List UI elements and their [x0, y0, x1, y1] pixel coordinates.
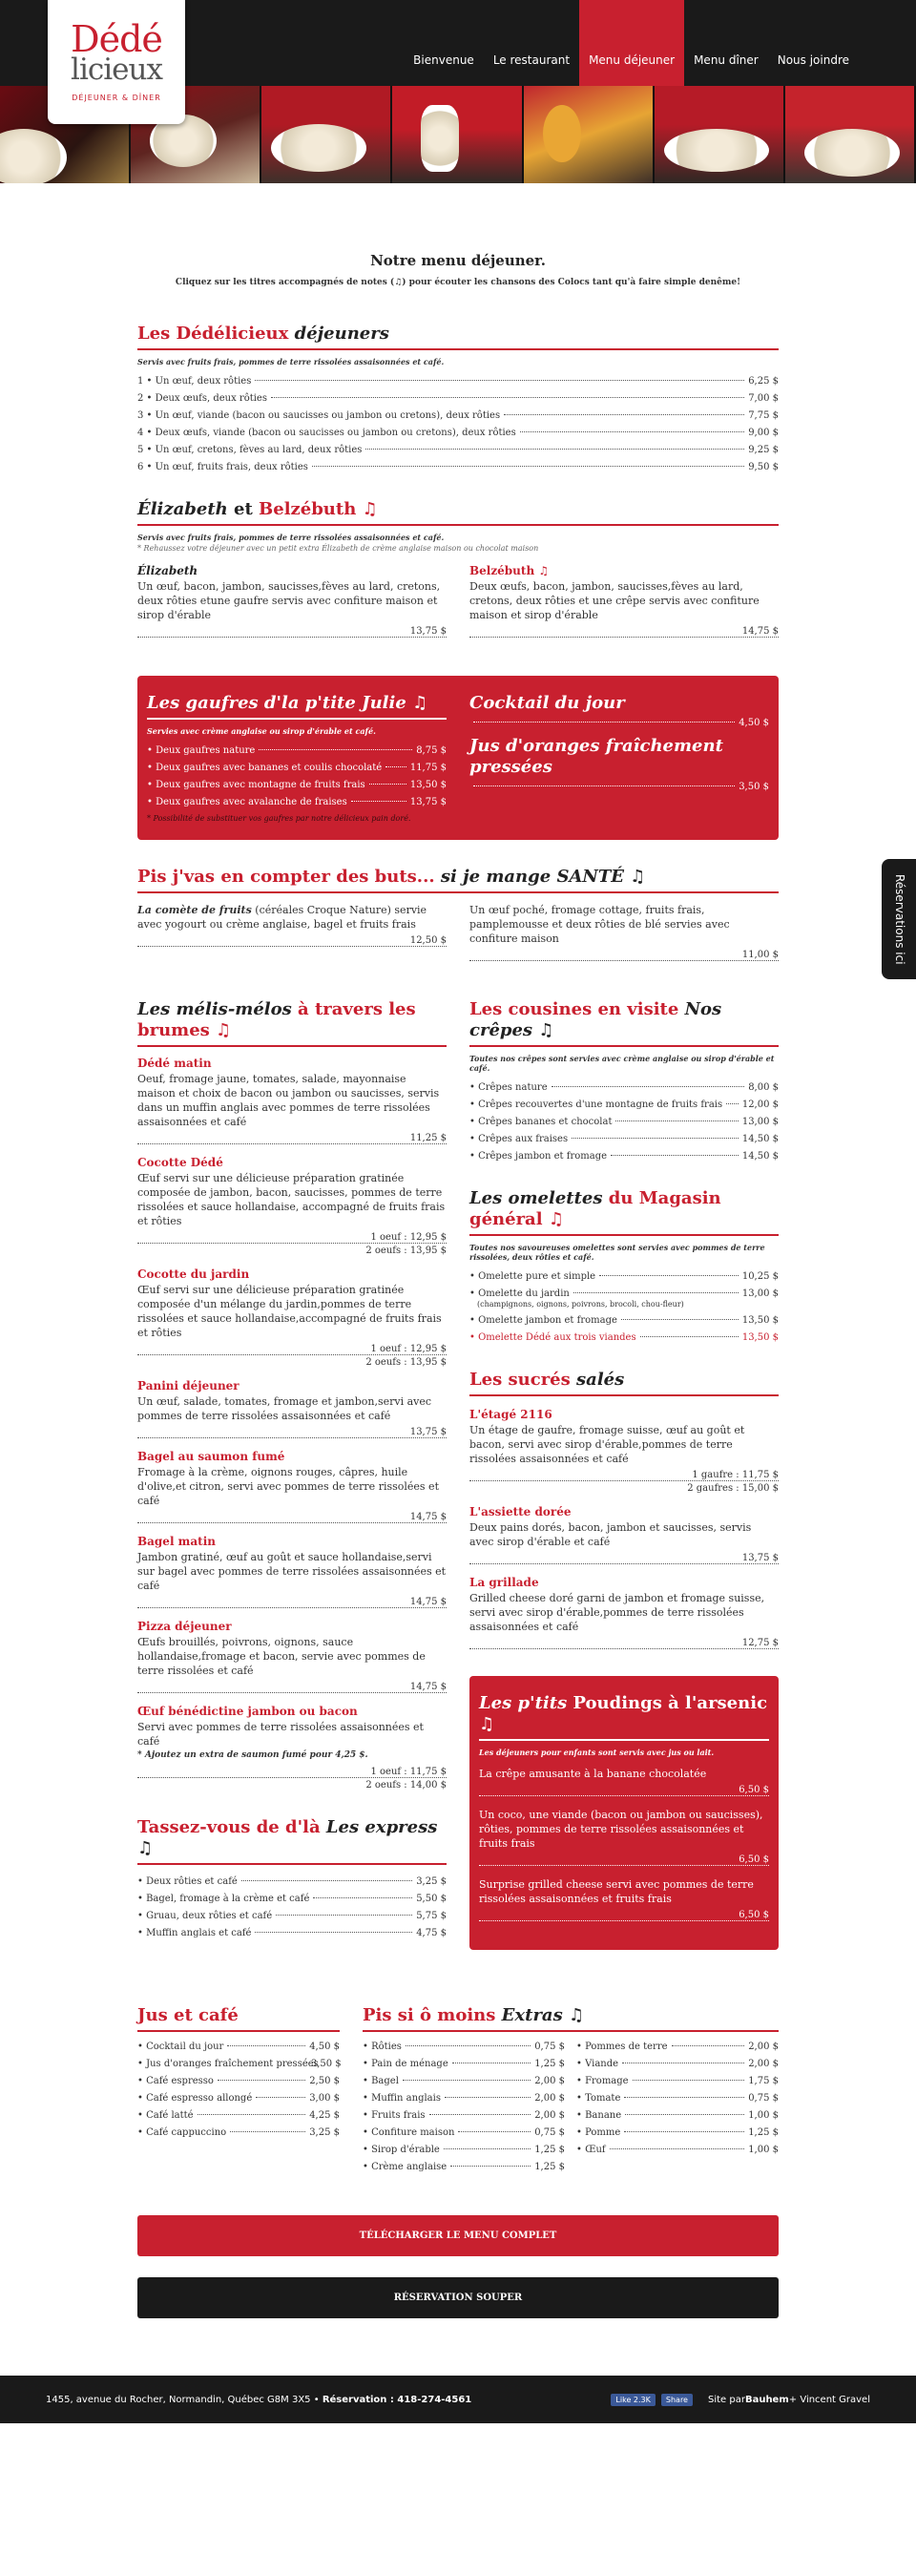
- footer-credit-suffix: + Vincent Gravel: [788, 2394, 870, 2405]
- section-title[interactable]: Les omelettes du Magasin général ♫: [469, 1188, 779, 1236]
- price-row: [576, 2076, 779, 2086]
- item-desc-extra: * Ajoutez un extra de saumon fumé pour 4,25 $.: [137, 1750, 368, 1760]
- price-row: [137, 462, 779, 472]
- item-name: Élizabeth: [137, 564, 198, 577]
- facebook-like-button[interactable]: Like 2.3K: [611, 2394, 655, 2406]
- item-desc: Fromage à la crème, oignons rouges, câpres, huile d'olive,et citron, servi avec pommes de terre rissolées et café: [137, 1466, 439, 1507]
- price-list: [363, 2042, 565, 2179]
- item-price: 6,50 $: [479, 1906, 769, 1921]
- reservation-button[interactable]: RÉSERVATION SOUPER: [137, 2277, 779, 2318]
- item-price: 0,75 $: [534, 2127, 565, 2138]
- section-sucres: [469, 1370, 779, 1649]
- menu-item: [469, 564, 779, 638]
- section-melos: [137, 999, 447, 1791]
- price-row: [469, 1271, 779, 1282]
- price-row: [363, 2145, 565, 2155]
- price-row: [576, 2127, 779, 2138]
- price-row: [137, 2059, 340, 2069]
- menu-item: [137, 1057, 447, 1144]
- item-label: • Crème anglaise: [363, 2162, 448, 2172]
- item-label: • Pain de ménage: [363, 2059, 448, 2069]
- reservation-tab[interactable]: Réservations ici: [882, 859, 916, 979]
- price-row: [147, 780, 447, 790]
- item-price: 6,25 $: [748, 376, 779, 387]
- item-price: 1 oeuf : 12,95 $: [137, 1340, 447, 1355]
- item-price: 13,75 $: [469, 1549, 779, 1564]
- section-note: Servies avec crème anglaise ou sirop d'érable et café.: [147, 726, 376, 736]
- item-price: 12,75 $: [469, 1634, 779, 1649]
- price-row: [137, 376, 779, 387]
- item-desc: Servi avec pommes de terre rissolées assaisonnées et café: [137, 1721, 424, 1748]
- item-price: 3,50 $: [739, 782, 769, 792]
- section-crepes: [469, 999, 779, 1162]
- item-price: 1,00 $: [748, 2145, 779, 2155]
- item-price: 1 gaufre : 11,75 $: [469, 1466, 779, 1481]
- nav-bienvenue[interactable]: Bienvenue: [413, 53, 474, 67]
- item-label: • Gruau, deux rôties et café: [137, 1911, 273, 1921]
- item-desc: Grilled cheese doré garni de jambon et fromage suisse, servi avec sirop d'érable,pommes de terre rissolées assaisonnées et café: [469, 1592, 765, 1633]
- section-note: Servis avec fruits frais, pommes de terre rissolées assaisonnées et café.: [137, 357, 445, 367]
- item-price-2: 2 oeufs : 13,95 $: [365, 1246, 447, 1256]
- item-price: 1 oeuf : 11,75 $: [137, 1763, 447, 1778]
- menu-item: [137, 1156, 447, 1256]
- item-label: • Crêpes aux fraises: [469, 1134, 569, 1144]
- facebook-share-button[interactable]: Share: [661, 2394, 693, 2406]
- footer-address: 1455, avenue du Rocher, Normandin, Québec G8M 3X5 •: [46, 2394, 323, 2405]
- item-price: 0,75 $: [534, 2042, 565, 2052]
- item-price: 12,50 $: [137, 932, 447, 947]
- item-price: 1,25 $: [534, 2145, 565, 2155]
- item-label: • Omelette pure et simple: [469, 1271, 596, 1282]
- item-label: • Pomme: [576, 2127, 621, 2138]
- menu-item: [137, 1535, 447, 1608]
- menu-content: [137, 183, 779, 2318]
- item-price: 1,25 $: [748, 2127, 779, 2138]
- banner-photo: [785, 86, 916, 183]
- item-desc: Surprise grilled cheese servi avec pommes de terre rissolées assaisonnées et fruits frais: [479, 1878, 754, 1905]
- price-list: [576, 2042, 779, 2179]
- item-label: • Deux gaufres nature: [147, 745, 256, 756]
- item-price: 13,75 $: [137, 1423, 447, 1438]
- item-name: L'assiette dorée: [469, 1505, 572, 1518]
- section-title: Jus et café: [137, 2005, 340, 2032]
- price-row: [469, 1100, 779, 1110]
- item-label: 3 • Un œuf, viande (bacon ou saucisses ou jambon ou cretons), deux rôties: [137, 410, 501, 421]
- item-price: 13,00 $: [741, 1117, 779, 1127]
- item-label: 2 • Deux œufs, deux rôties: [137, 393, 267, 404]
- menu-item: [479, 1767, 769, 1796]
- section-note-extra: * Rehaussez votre déjeuner avec un petit extra Élizabeth de crème anglaise maison ou chocolat maison: [137, 544, 539, 553]
- price-row: [137, 2076, 340, 2086]
- price-row: [147, 745, 447, 756]
- item-price: 4,50 $: [739, 718, 769, 728]
- section-elizabeth: [137, 499, 779, 649]
- menu-item: [479, 1808, 769, 1866]
- item-desc: Œuf servi sur une délicieuse préparation gratinée composée d'un mélange du jardin,pommes de terre rissolées et sauce hollandaise,accompagné de fruits frais et rôties: [137, 1284, 442, 1339]
- gaufres-cocktail-box: [137, 676, 779, 840]
- price-row: [576, 2093, 779, 2104]
- item-label: 5 • Un œuf, cretons, fèves au lard, deux rôties: [137, 445, 363, 455]
- item-price: 1 oeuf : 12,95 $: [137, 1228, 447, 1244]
- item-price: 9,25 $: [748, 445, 779, 455]
- banner-photo: [524, 86, 655, 183]
- item-label: • Crêpes recouvertes d'une montagne de fruits frais: [469, 1100, 723, 1110]
- site-footer: [0, 2376, 916, 2423]
- footer-credit: Site par: [707, 2394, 745, 2405]
- logo-line2: licieux: [71, 52, 162, 87]
- price-row: [137, 428, 779, 438]
- item-price: 11,00 $: [469, 946, 779, 961]
- price-list: [147, 745, 447, 807]
- item-desc: Jambon gratiné, œuf au goût et sauce hollandaise,servi sur bagel avec pommes de terre rissolées assaisonnées et café: [137, 1551, 447, 1592]
- item-label: • Viande: [576, 2059, 619, 2069]
- section-title[interactable]: Les p'tits Poudings à l'arsenic ♫: [479, 1693, 769, 1741]
- section-title: Les Dédélicieux déjeuners: [137, 324, 779, 350]
- item-price: 3,00 $: [309, 2093, 340, 2104]
- section-title: Cocktail du jour: [469, 693, 625, 713]
- item-price: 8,00 $: [748, 1082, 779, 1093]
- item-name: Dédé matin: [137, 1057, 212, 1070]
- item-price: 10,25 $: [741, 1271, 779, 1282]
- price-row: [137, 1911, 447, 1921]
- item-label: 6 • Un œuf, fruits frais, deux rôties: [137, 462, 308, 472]
- nav-menu-diner[interactable]: Menu dîner: [694, 53, 759, 67]
- item-label: • Crêpes jambon et fromage: [469, 1151, 608, 1162]
- item-price: 14,50 $: [741, 1134, 779, 1144]
- item-label: • Café espresso: [137, 2076, 214, 2086]
- item-price: 7,00 $: [748, 393, 779, 404]
- page-subtitle: Cliquez sur les titres accompagnés de notes (♫) pour écouter les chansons des Colocs tant qu'à faire simple denême!: [175, 278, 741, 287]
- item-label: • Omelette du jardin: [469, 1288, 570, 1299]
- item-desc: Un œuf poché, fromage cottage, fruits frais, pamplemousse et deux rôties de blé servies avec confiture maison: [469, 904, 730, 945]
- price-row: [147, 763, 447, 773]
- price-row: [576, 2059, 779, 2069]
- item-price: 14,75 $: [137, 1678, 447, 1693]
- item-price: 3,50 $: [310, 2059, 342, 2069]
- item-price: 13,50 $: [741, 1332, 779, 1343]
- logo[interactable]: [48, 0, 185, 124]
- section-title: Jus d'oranges fraîchement pressées: [469, 736, 723, 777]
- price-row: [137, 1894, 447, 1904]
- section-note: Toutes nos crêpes sont servies avec crème anglaise ou sirop d'érable et café.: [469, 1054, 775, 1073]
- item-label: • Muffin anglais: [363, 2093, 441, 2104]
- price-row: [137, 1928, 447, 1938]
- download-menu-button[interactable]: TÉLÉCHARGER LE MENU COMPLET: [137, 2215, 779, 2256]
- item-name[interactable]: Belzébuth ♫: [469, 564, 550, 577]
- two-column-menu: [137, 999, 779, 1977]
- item-price: 9,50 $: [748, 462, 779, 472]
- item-price: 6,50 $: [479, 1851, 769, 1866]
- price-row: [363, 2127, 565, 2138]
- section-note: Toutes nos savoureuses omelettes sont servies avec pommes de terre rissolées, deux rôties et café.: [469, 1243, 765, 1262]
- item-label: • Deux gaufres avec avalanche de fraises: [147, 797, 347, 807]
- section-poudings: [469, 1676, 779, 1950]
- price-row: [137, 410, 779, 421]
- price-row: [137, 445, 779, 455]
- item-price: 3,25 $: [416, 1876, 447, 1887]
- item-price: 1,25 $: [534, 2059, 565, 2069]
- menu-item: [137, 1620, 447, 1693]
- item-price: 2,00 $: [534, 2093, 565, 2104]
- item-name: Cocotte du jardin: [137, 1267, 250, 1281]
- price-row: [469, 1117, 779, 1127]
- price-row: [469, 1151, 779, 1162]
- page-title: Notre menu déjeuner.: [370, 252, 546, 269]
- item-price: 11,75 $: [409, 763, 447, 773]
- item-label: • Muffin anglais et café: [137, 1928, 252, 1938]
- item-name: Cocotte Dédé: [137, 1156, 223, 1169]
- item-name: Panini déjeuner: [137, 1379, 239, 1393]
- price-row: [137, 1876, 447, 1887]
- section-omelettes: [469, 1188, 779, 1343]
- item-price: 3,25 $: [309, 2127, 340, 2138]
- price-list: [137, 376, 779, 472]
- item-name: Œuf bénédictine jambon ou bacon: [137, 1705, 358, 1718]
- item-label: • Sirop d'érable: [363, 2145, 440, 2155]
- menu-item: [479, 1877, 769, 1921]
- section-title[interactable]: Pis si ô moins Extras ♫: [363, 2005, 779, 2032]
- item-desc: Deux œufs, bacon, jambon, saucisses,fèves au lard, cretons, deux rôties et une crêpe servis avec confiture maison et sirop d'érable: [469, 580, 760, 621]
- item-label: • Banane: [576, 2110, 622, 2121]
- price-row: [363, 2042, 565, 2052]
- item-label: • Pommes de terre: [576, 2042, 668, 2052]
- item-price: 7,75 $: [748, 410, 779, 421]
- item-price: 4,25 $: [309, 2110, 340, 2121]
- price-row: [576, 2145, 779, 2155]
- item-desc: Oeuf, fromage jaune, tomates, salade, mayonnaise maison et choix de bacon ou jambon ou saucisses, servis dans un muffin anglais avec pommes de terre rissolées assaisonnées et café: [137, 1073, 440, 1128]
- item-price: 2,00 $: [534, 2110, 565, 2121]
- price-row: [576, 2042, 779, 2052]
- price-row: [147, 797, 447, 807]
- item-name: L'étagé 2116: [469, 1408, 552, 1421]
- banner-photo: [655, 86, 785, 183]
- item-label: • Crêpes bananes et chocolat: [469, 1117, 613, 1127]
- item-label: • Omelette Dédé aux trois viandes: [469, 1332, 636, 1343]
- item-list: [137, 1057, 447, 1791]
- item-label: 1 • Un œuf, deux rôties: [137, 376, 252, 387]
- item-name: Bagel matin: [137, 1535, 216, 1548]
- credit-link[interactable]: Bauhem: [744, 2394, 789, 2405]
- item-name: Bagel au saumon fumé: [137, 1450, 285, 1463]
- menu-item: [137, 564, 447, 638]
- nav-menu-dejeuner[interactable]: Menu déjeuner: [579, 0, 684, 95]
- item-price: 14,75 $: [137, 1508, 447, 1523]
- item-desc: Œuf servi sur une délicieuse préparation gratinée composée de jambon, bacon, saucisses, pommes de terre rissolées et sauce hollandaise, accompagné de fruits frais et rôties: [137, 1172, 446, 1227]
- price-row: [363, 2059, 565, 2069]
- item-desc: Un étage de gaufre, fromage suisse, œuf au goût et bacon, servi avec sirop d'érable,pommes de terre rissolées assaisonnées et café: [469, 1424, 745, 1465]
- menu-item: [137, 1379, 447, 1438]
- section-footnote: * Possibilité de substituer vos gaufres par notre délicieux pain doré.: [147, 814, 411, 823]
- price-row: [137, 2042, 340, 2052]
- item-name: La comète de fruits: [137, 904, 252, 916]
- item-price: 14,75 $: [469, 622, 779, 638]
- menu-item: [469, 1505, 779, 1564]
- item-price: 5,75 $: [416, 1911, 447, 1921]
- item-price: 14,50 $: [741, 1151, 779, 1162]
- item-price: 13,75 $: [409, 797, 447, 807]
- price-row: [469, 1082, 779, 1093]
- item-label: • Œuf: [576, 2145, 606, 2155]
- price-row: [363, 2110, 565, 2121]
- menu-item: [137, 1705, 447, 1791]
- menu-item: [469, 1576, 779, 1649]
- item-label: • Deux rôties et café: [137, 1876, 238, 1887]
- item-list: [469, 1408, 779, 1649]
- section-title[interactable]: Les gaufres d'la p'tite Julie ♫: [147, 693, 447, 720]
- item-price: 6,50 $: [479, 1781, 769, 1796]
- item-label: • Fromage: [576, 2076, 629, 2086]
- item-label: • Café cappuccino: [137, 2127, 227, 2138]
- item-price: 9,00 $: [748, 428, 779, 438]
- item-desc: Deux pains dorés, bacon, jambon et saucisses, servis avec sirop d'érable et café: [469, 1521, 752, 1548]
- item-price: 1,00 $: [748, 2110, 779, 2121]
- section-extras: [363, 2005, 779, 2179]
- item-label: • Omelette jambon et fromage: [469, 1315, 617, 1326]
- price-row: [469, 1134, 779, 1144]
- section-title[interactable]: Élizabeth et Belzébuth ♫: [137, 499, 779, 526]
- logo-line1: Dédé: [71, 18, 162, 60]
- section-title: Les sucrés salés: [469, 1370, 779, 1396]
- item-price: 0,75 $: [748, 2093, 779, 2104]
- item-label: • Café latté: [137, 2110, 194, 2121]
- section-express: [137, 1817, 447, 1938]
- item-label: • Café espresso allongé: [137, 2093, 253, 2104]
- item-price-2: 2 oeufs : 13,95 $: [365, 1357, 447, 1368]
- nav-nous-joindre[interactable]: Nous joindre: [777, 53, 849, 67]
- item-label: • Jus d'oranges fraîchement pressées: [137, 2059, 319, 2069]
- section-note: Les déjeuners pour enfants sont servis avec jus ou lait.: [479, 1748, 715, 1757]
- item-price: 14,75 $: [137, 1593, 447, 1608]
- price-row: [363, 2162, 565, 2172]
- item-price-2: 2 gaufres : 15,00 $: [687, 1483, 779, 1494]
- item-label: • Crêpes nature: [469, 1082, 548, 1093]
- item-desc: Un œuf, bacon, jambon, saucisses,fèves au lard, cretons, deux rôties etune gaufre servis avec confiture maison et sirop d'érable: [137, 580, 441, 621]
- item-note: (champignons, oignons, poivrons, brocoli, chou-fleur): [477, 1300, 684, 1309]
- item-price: 13,50 $: [741, 1315, 779, 1326]
- section-note: Servis avec fruits frais, pommes de terre rissolées assaisonnées et café.: [137, 533, 445, 542]
- main-nav: [404, 0, 859, 95]
- menu-item: [137, 1267, 447, 1368]
- item-label: 4 • Deux œufs, viande (bacon ou saucisses ou jambon ou cretons), deux rôties: [137, 428, 516, 438]
- section-title[interactable]: Les mélis-mélos à travers les brumes ♫: [137, 999, 447, 1047]
- logo-tagline: DÉJEUNER & DÎNER: [72, 94, 161, 102]
- price-row: [469, 1332, 779, 1343]
- price-list: [137, 1876, 447, 1938]
- drinks-extras: [137, 2005, 779, 2179]
- item-label: • Deux gaufres avec bananes et coulis chocolaté: [147, 763, 383, 773]
- nav-restaurant[interactable]: Le restaurant: [492, 53, 571, 67]
- item-price: 13,50 $: [409, 780, 447, 790]
- item-price: 4,75 $: [416, 1928, 447, 1938]
- item-name: Pizza déjeuner: [137, 1620, 232, 1633]
- price-row: [137, 2110, 340, 2121]
- item-price: 4,50 $: [309, 2042, 340, 2052]
- item-label: • Rôties: [363, 2042, 402, 2052]
- price-row: [469, 1315, 779, 1326]
- item-price: 8,75 $: [416, 745, 447, 756]
- price-row: [137, 393, 779, 404]
- banner-photo: [392, 86, 523, 183]
- section-sante: [137, 867, 779, 973]
- item-price: 13,00 $: [741, 1288, 779, 1299]
- item-price: 1,75 $: [748, 2076, 779, 2086]
- item-desc: Un œuf, salade, tomates, fromage et jambon,servi avec pommes de terre rissolées assaisonnées et café: [137, 1395, 432, 1422]
- menu-item: [469, 1408, 779, 1494]
- item-price: 2,50 $: [309, 2076, 340, 2086]
- item-desc: Œufs brouillés, poivrons, oignons, sauce hollandaise,fromage et bacon, servie avec pommes de terre rissolées et café: [137, 1636, 426, 1677]
- price-row: [137, 2127, 340, 2138]
- price-row: [137, 2093, 340, 2104]
- menu-item: [137, 1450, 447, 1523]
- item-price: 12,00 $: [741, 1100, 779, 1110]
- item-list: [479, 1767, 769, 1921]
- item-price: 2,00 $: [534, 2076, 565, 2086]
- section-jus: [137, 2005, 340, 2179]
- item-label: • Tomate: [576, 2093, 621, 2104]
- item-price: 13,75 $: [137, 622, 447, 638]
- item-name: La grillade: [469, 1576, 539, 1589]
- site-header: [0, 0, 916, 102]
- price-row: [576, 2110, 779, 2121]
- item-label: • Cocktail du jour: [137, 2042, 224, 2052]
- price-list: [469, 1082, 779, 1162]
- item-label: • Bagel: [363, 2076, 399, 2086]
- item-price: 2,00 $: [748, 2042, 779, 2052]
- price-row: [363, 2093, 565, 2104]
- footer-reservation[interactable]: Réservation : 418-274-4561: [322, 2394, 472, 2405]
- item-label: • Bagel, fromage à la crème et café: [137, 1894, 310, 1904]
- item-price: 11,25 $: [137, 1129, 447, 1144]
- item-label: • Deux gaufres avec montagne de fruits frais: [147, 780, 365, 790]
- item-price-2: 2 oeufs : 14,00 $: [365, 1780, 447, 1791]
- section-dejeuners: [137, 324, 779, 472]
- price-list: [469, 1271, 779, 1343]
- item-price: 1,25 $: [534, 2162, 565, 2172]
- price-row: [363, 2076, 565, 2086]
- price-list: [137, 2042, 340, 2138]
- item-label: • Fruits frais: [363, 2110, 426, 2121]
- item-price: 2,00 $: [748, 2059, 779, 2069]
- banner-photo: [261, 86, 392, 183]
- item-desc: La crêpe amusante à la banane chocolatée: [479, 1768, 707, 1780]
- section-title[interactable]: Tassez-vous de d'là Les express ♫: [137, 1817, 447, 1865]
- item-label: • Confiture maison: [363, 2127, 455, 2138]
- section-title[interactable]: Les cousines en visite Nos crêpes ♫: [469, 999, 779, 1047]
- item-price: 5,50 $: [416, 1894, 447, 1904]
- item-desc: Un coco, une viande (bacon ou jambon ou saucisses), rôties, pommes de terre rissolées assaisonnées et fruits frais: [479, 1809, 763, 1850]
- price-row: [469, 1288, 779, 1299]
- item-desc: (céréales Croque Nature) servie avec yogourt ou crème anglaise, bagel et fruits frais: [137, 904, 427, 931]
- section-title[interactable]: Pis j'vas en compter des buts... si je mange SANTÉ ♫: [137, 867, 779, 893]
